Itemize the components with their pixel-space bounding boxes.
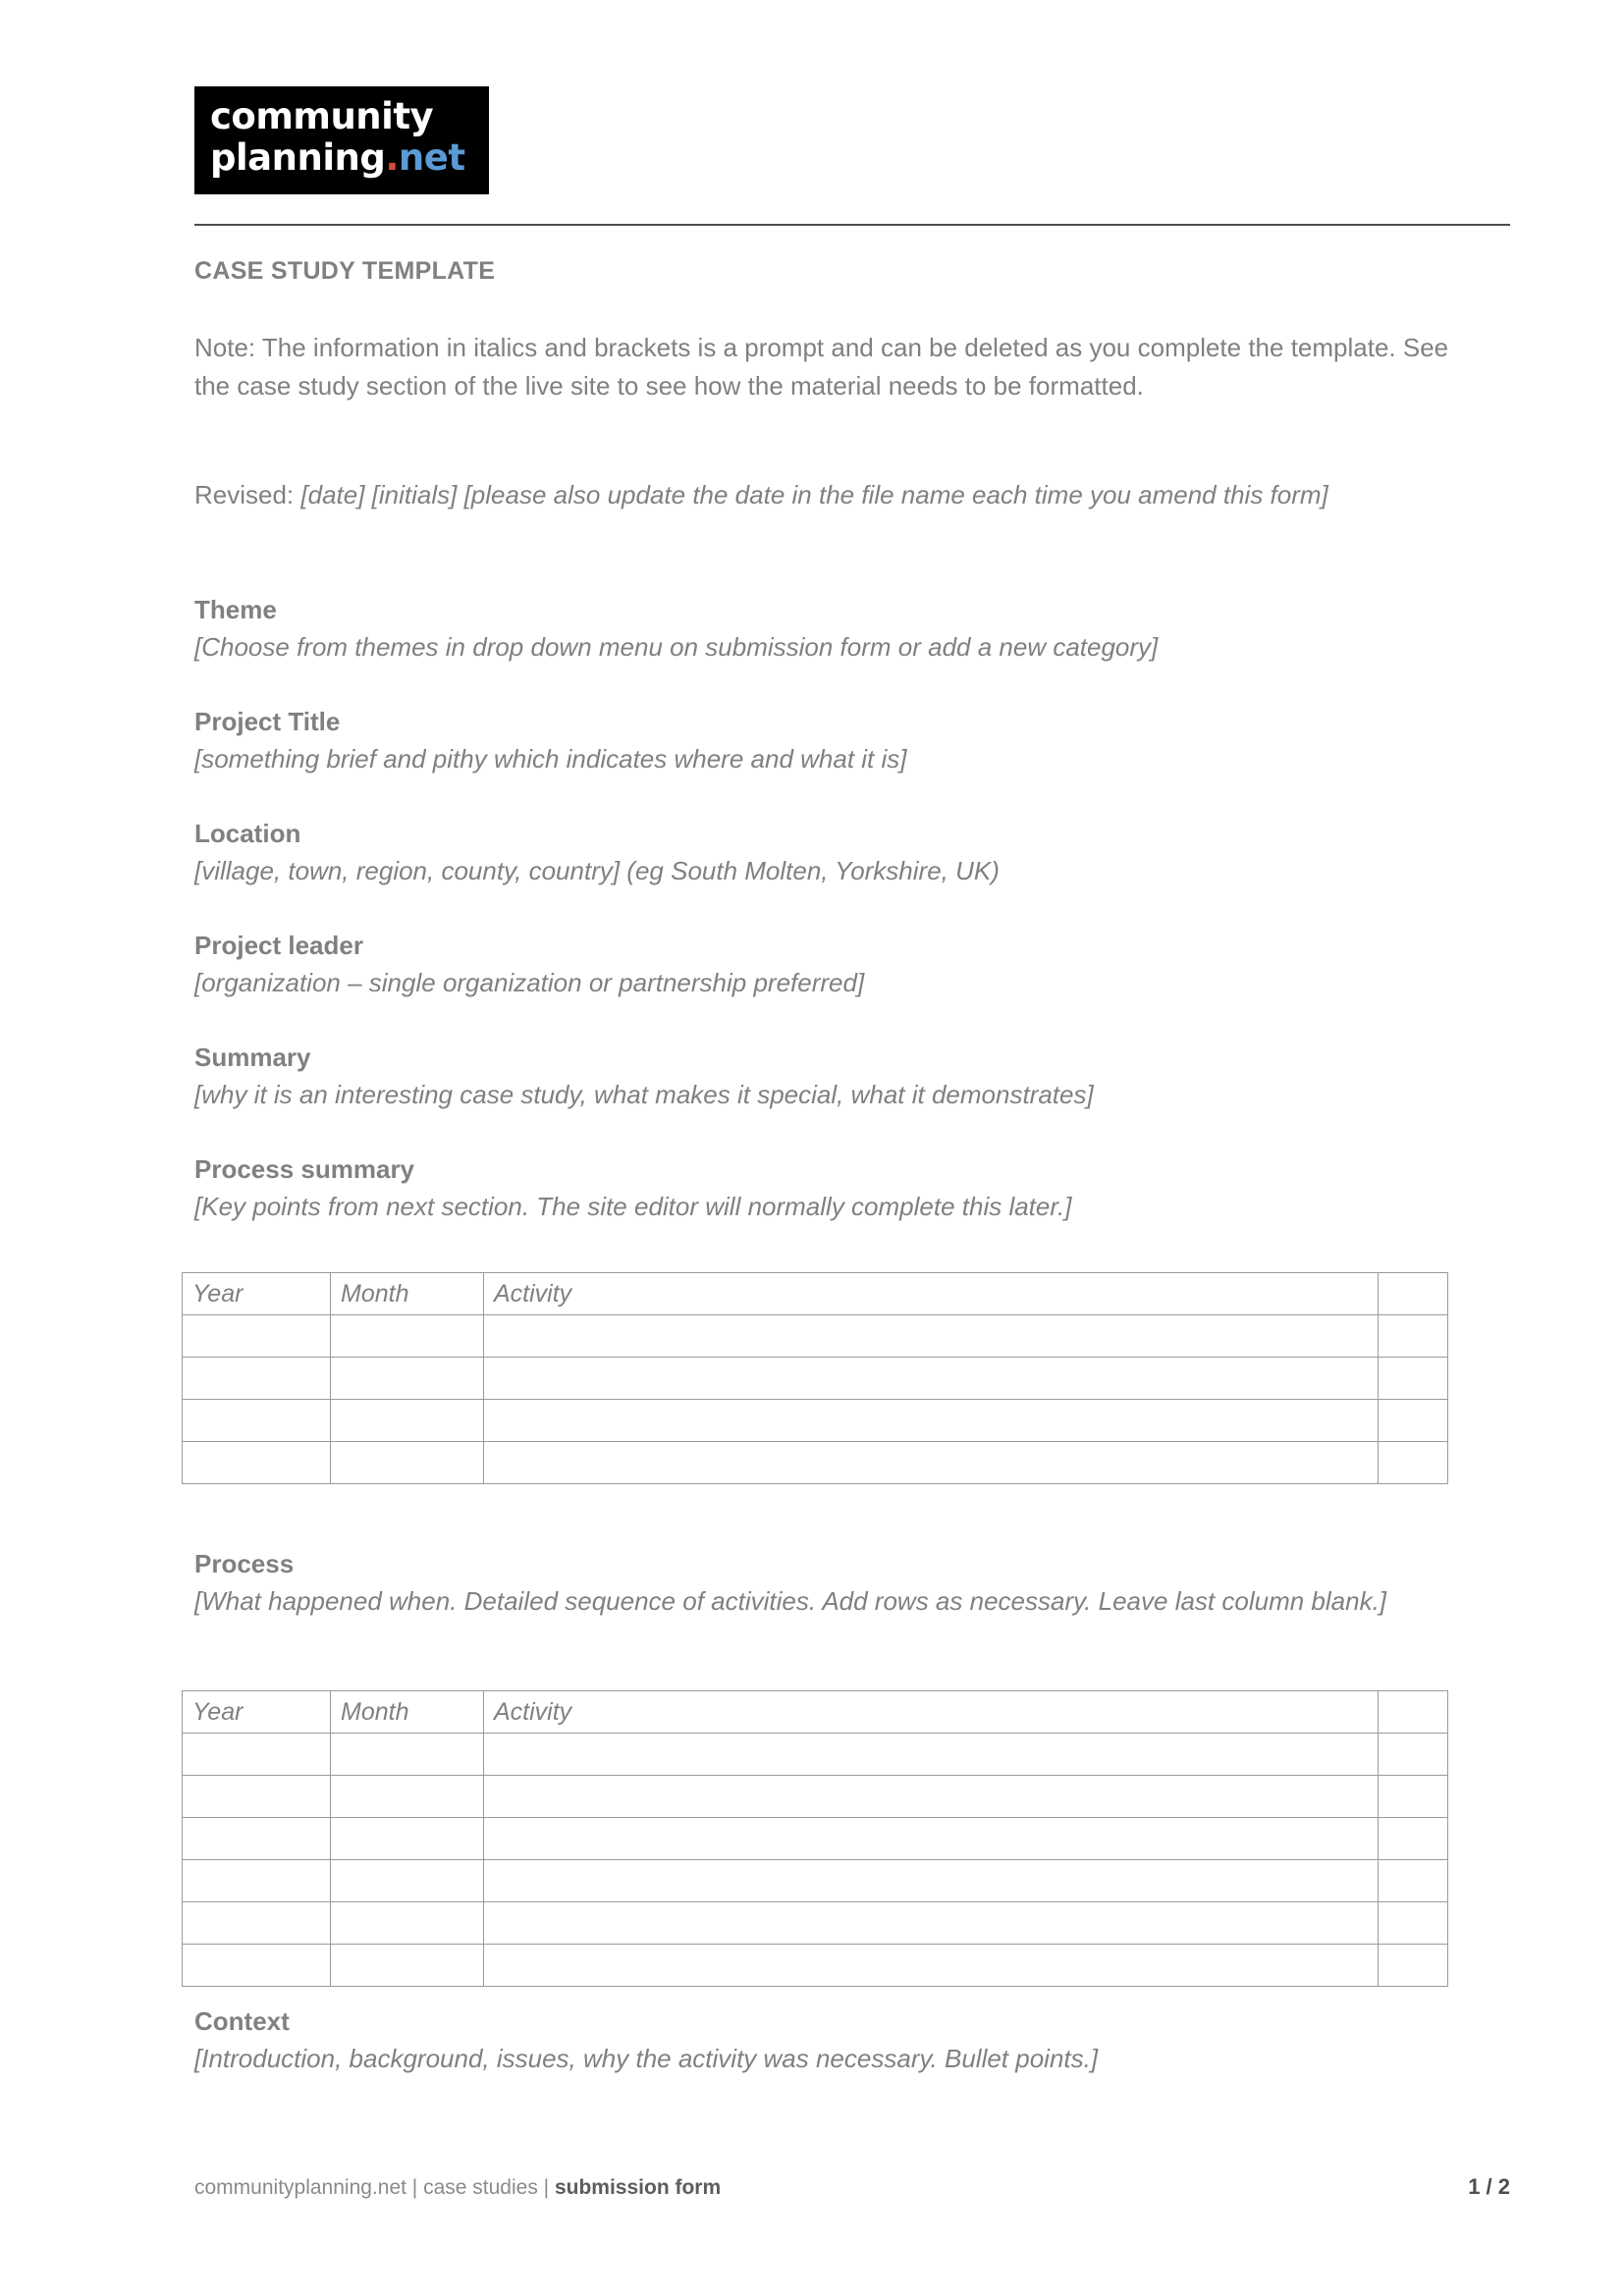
process-table[interactable] [182,1690,1448,1987]
cell-activity[interactable] [484,1902,1379,1945]
logo-word-planning: planning [210,136,386,179]
table-header-row [183,1691,1448,1734]
cell-blank[interactable] [1379,1734,1448,1776]
logo-dot: . [385,136,399,179]
table-row[interactable] [183,1776,1448,1818]
section-location [194,815,1510,890]
section-prompt-process-summary: [Key points from next section. The site editor will normally complete this later.] [194,1192,1072,1221]
table-row[interactable] [183,1442,1448,1484]
cell-month[interactable] [331,1400,484,1442]
cell-year[interactable] [183,1734,331,1776]
table-row[interactable] [183,1818,1448,1860]
section-prompt-process: [What happened when. Detailed sequence of activities. Add rows as necessary. Leave last column blank.] [194,1586,1387,1616]
section-heading-project-leader: Project leader [194,931,363,960]
section-heading-process: Process [194,1549,295,1578]
cell-activity[interactable] [484,1315,1379,1358]
cell-activity[interactable] [484,1358,1379,1400]
process-summary-table[interactable] [182,1272,1448,1484]
logo-word-net: net [398,136,465,179]
cell-activity[interactable] [484,1400,1379,1442]
section-project-title [194,703,1510,778]
cell-blank[interactable] [1379,1860,1448,1902]
section-prompt-project-leader: [organization – single organization or partnership preferred] [194,968,865,997]
header-blank [1379,1273,1448,1315]
header-blank [1379,1691,1448,1734]
section-prompt-project-title: [something brief and pithy which indicates where and what it is] [194,744,907,774]
revised-label: Revised: [194,480,295,509]
page-footer [194,2174,1510,2200]
table-row[interactable] [183,1358,1448,1400]
cell-month[interactable] [331,1315,484,1358]
cell-blank[interactable] [1379,1945,1448,1987]
cell-month[interactable] [331,1902,484,1945]
cell-activity[interactable] [484,1860,1379,1902]
section-heading-process-summary: Process summary [194,1154,415,1184]
section-heading-context: Context [194,2006,290,2036]
cell-month[interactable] [331,1734,484,1776]
table-row[interactable] [183,1400,1448,1442]
section-process-summary [194,1150,1510,1226]
footer-left [194,2176,721,2200]
table-row[interactable] [183,1902,1448,1945]
revised-paragraph [194,476,1510,514]
cell-month[interactable] [331,1818,484,1860]
cell-year[interactable] [183,1776,331,1818]
table-row[interactable] [183,1860,1448,1902]
section-theme [194,591,1510,667]
table-row[interactable] [183,1734,1448,1776]
cell-blank[interactable] [1379,1442,1448,1484]
cell-blank[interactable] [1379,1902,1448,1945]
cell-year[interactable] [183,1902,331,1945]
page-title: CASE STUDY TEMPLATE [194,257,496,285]
cell-activity[interactable] [484,1734,1379,1776]
section-prompt-theme: [Choose from themes in drop down menu on submission form or add a new category] [194,632,1159,662]
header-activity: Activity [484,1273,1379,1315]
cell-year[interactable] [183,1818,331,1860]
cell-month[interactable] [331,1945,484,1987]
header-year: Year [183,1273,331,1315]
cell-activity[interactable] [484,1945,1379,1987]
section-prompt-location: [village, town, region, county, country] (eg South Molten, Yorkshire, UK) [194,856,1000,885]
site-logo [194,86,489,194]
header-month: Month [331,1691,484,1734]
footer-separator-1: | [406,2176,424,2199]
section-summary [194,1039,1510,1114]
section-project-leader [194,927,1510,1002]
section-prompt-summary: [why it is an interesting case study, what makes it special, what it demonstrates] [194,1080,1094,1109]
section-heading-location: Location [194,819,301,848]
cell-year[interactable] [183,1358,331,1400]
cell-year[interactable] [183,1400,331,1442]
footer-page-number: 1 / 2 [1468,2174,1510,2199]
cell-blank[interactable] [1379,1315,1448,1358]
note-paragraph: Note: The information in italics and brackets is a prompt and can be deleted as you complete the template. See the case study section of the live site to see how the material needs to be formatted. [194,333,1449,400]
section-heading-project-title: Project Title [194,707,341,736]
header-year: Year [183,1691,331,1734]
cell-blank[interactable] [1379,1776,1448,1818]
cell-blank[interactable] [1379,1358,1448,1400]
cell-month[interactable] [331,1776,484,1818]
section-heading-summary: Summary [194,1042,311,1072]
table-header-row [183,1273,1448,1315]
header-activity: Activity [484,1691,1379,1734]
revised-prompt: [date] [initials] [please also update the date in the file name each time you amend this form] [300,480,1328,509]
header-divider [194,224,1510,226]
footer-doc-type: submission form [554,2176,722,2199]
cell-year[interactable] [183,1945,331,1987]
cell-activity[interactable] [484,1776,1379,1818]
section-context [194,2002,1510,2078]
table-row[interactable] [183,1315,1448,1358]
cell-month[interactable] [331,1442,484,1484]
cell-blank[interactable] [1379,1400,1448,1442]
section-process [194,1545,1510,1621]
footer-section: case studies [423,2176,538,2199]
cell-year[interactable] [183,1315,331,1358]
table-row[interactable] [183,1945,1448,1987]
cell-year[interactable] [183,1442,331,1484]
cell-activity[interactable] [484,1442,1379,1484]
logo-line-community: community [210,95,434,137]
section-prompt-context: [Introduction, background, issues, why the activity was necessary. Bullet points.] [194,2044,1099,2073]
section-heading-theme: Theme [194,595,277,624]
header-month: Month [331,1273,484,1315]
cell-activity[interactable] [484,1818,1379,1860]
cell-month[interactable] [331,1860,484,1902]
footer-site: communityplanning.net [194,2176,406,2199]
cell-year[interactable] [183,1860,331,1902]
logo-line-planning [210,137,475,179]
footer-separator-2: | [537,2176,555,2199]
cell-blank[interactable] [1379,1818,1448,1860]
cell-month[interactable] [331,1358,484,1400]
